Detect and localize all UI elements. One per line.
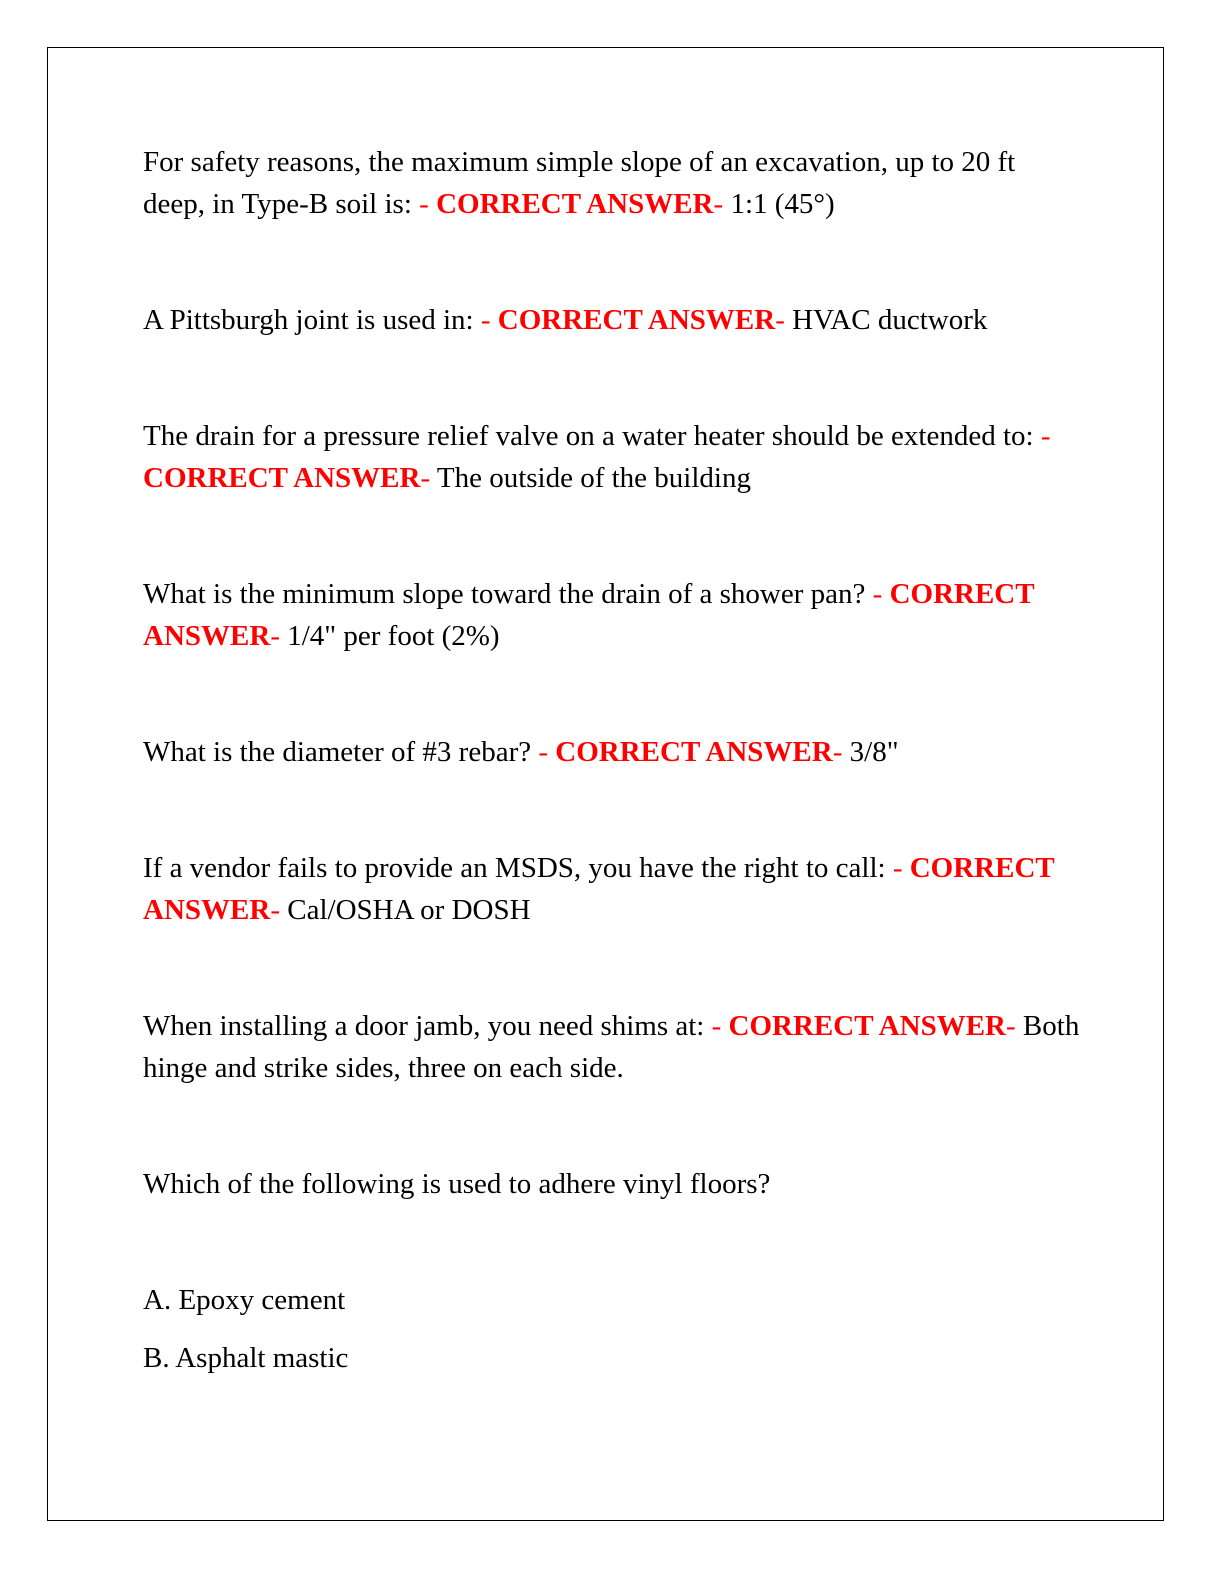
correct-answer-label: CORRECT ANSWER: [436, 188, 714, 220]
correct-answer-label: CORRECT ANSWER: [555, 736, 833, 768]
answer-marker: -: [892, 852, 903, 884]
qa-item-4: [143, 573, 1083, 657]
document-body: [143, 141, 1083, 1395]
correct-answer-label: CORRECT ANSWER: [143, 578, 1035, 652]
question-text: When installing a door jamb, you need shims at:: [143, 1010, 705, 1042]
question-text: A Pittsburgh joint is used in:: [143, 304, 474, 336]
answer-option: A. Epoxy cement: [143, 1284, 346, 1316]
answer-text: Cal/OSHA or DOSH: [287, 894, 531, 926]
answer-text: HVAC ductwork: [792, 304, 988, 336]
answer-marker: -: [1040, 420, 1051, 452]
answer-text: Both hinge and strike sides, three on each side.: [143, 1010, 1080, 1084]
question-text: For safety reasons, the maximum simple slope of an excavation, up to 20 ft deep, in Type-B soil is:: [143, 146, 1016, 220]
answer-text: The outside of the building: [436, 462, 751, 494]
qa-item-6: [143, 847, 1083, 931]
question-text: What is the minimum slope toward the drain of a shower pan?: [143, 578, 866, 610]
qa-item-3: [143, 415, 1083, 499]
answer-text: 1/4" per foot (2%): [287, 620, 500, 652]
answer-text: 3/8": [849, 736, 899, 768]
qa-item-2: [143, 299, 1083, 341]
answer-marker-suffix: -: [1006, 1010, 1016, 1042]
qa-item-7: [143, 1005, 1083, 1089]
answer-marker-suffix: -: [270, 620, 280, 652]
answer-marker-suffix: -: [775, 304, 785, 336]
answer-marker: -: [538, 736, 549, 768]
answer-marker: -: [419, 188, 429, 220]
answer-marker-suffix: -: [420, 462, 431, 494]
answer-marker-suffix: -: [832, 736, 843, 768]
multiple-choice-question: Which of the following is used to adhere vinyl floors?: [143, 1168, 771, 1200]
correct-answer-label: CORRECT ANSWER: [728, 1010, 1006, 1042]
correct-answer-label: CORRECT ANSWER: [143, 462, 421, 494]
answer-marker-suffix: -: [713, 188, 724, 220]
answer-marker: -: [872, 578, 883, 610]
correct-answer-label: CORRECT ANSWER: [143, 852, 1055, 926]
question-text: What is the diameter of #3 rebar?: [143, 736, 532, 768]
answer-text: 1:1 (45°): [730, 188, 835, 220]
answer-marker-suffix: -: [270, 894, 280, 926]
answer-marker: -: [480, 304, 491, 336]
answer-marker: -: [711, 1010, 722, 1042]
answer-option: B. Asphalt mastic: [143, 1342, 349, 1374]
question-text: If a vendor fails to provide an MSDS, you have the right to call:: [143, 852, 886, 884]
question-text: The drain for a pressure relief valve on a water heater should be extended to:: [143, 420, 1034, 452]
qa-item-5: [143, 731, 1083, 773]
qa-item-1: [143, 141, 1083, 225]
correct-answer-label: CORRECT ANSWER: [497, 304, 776, 336]
